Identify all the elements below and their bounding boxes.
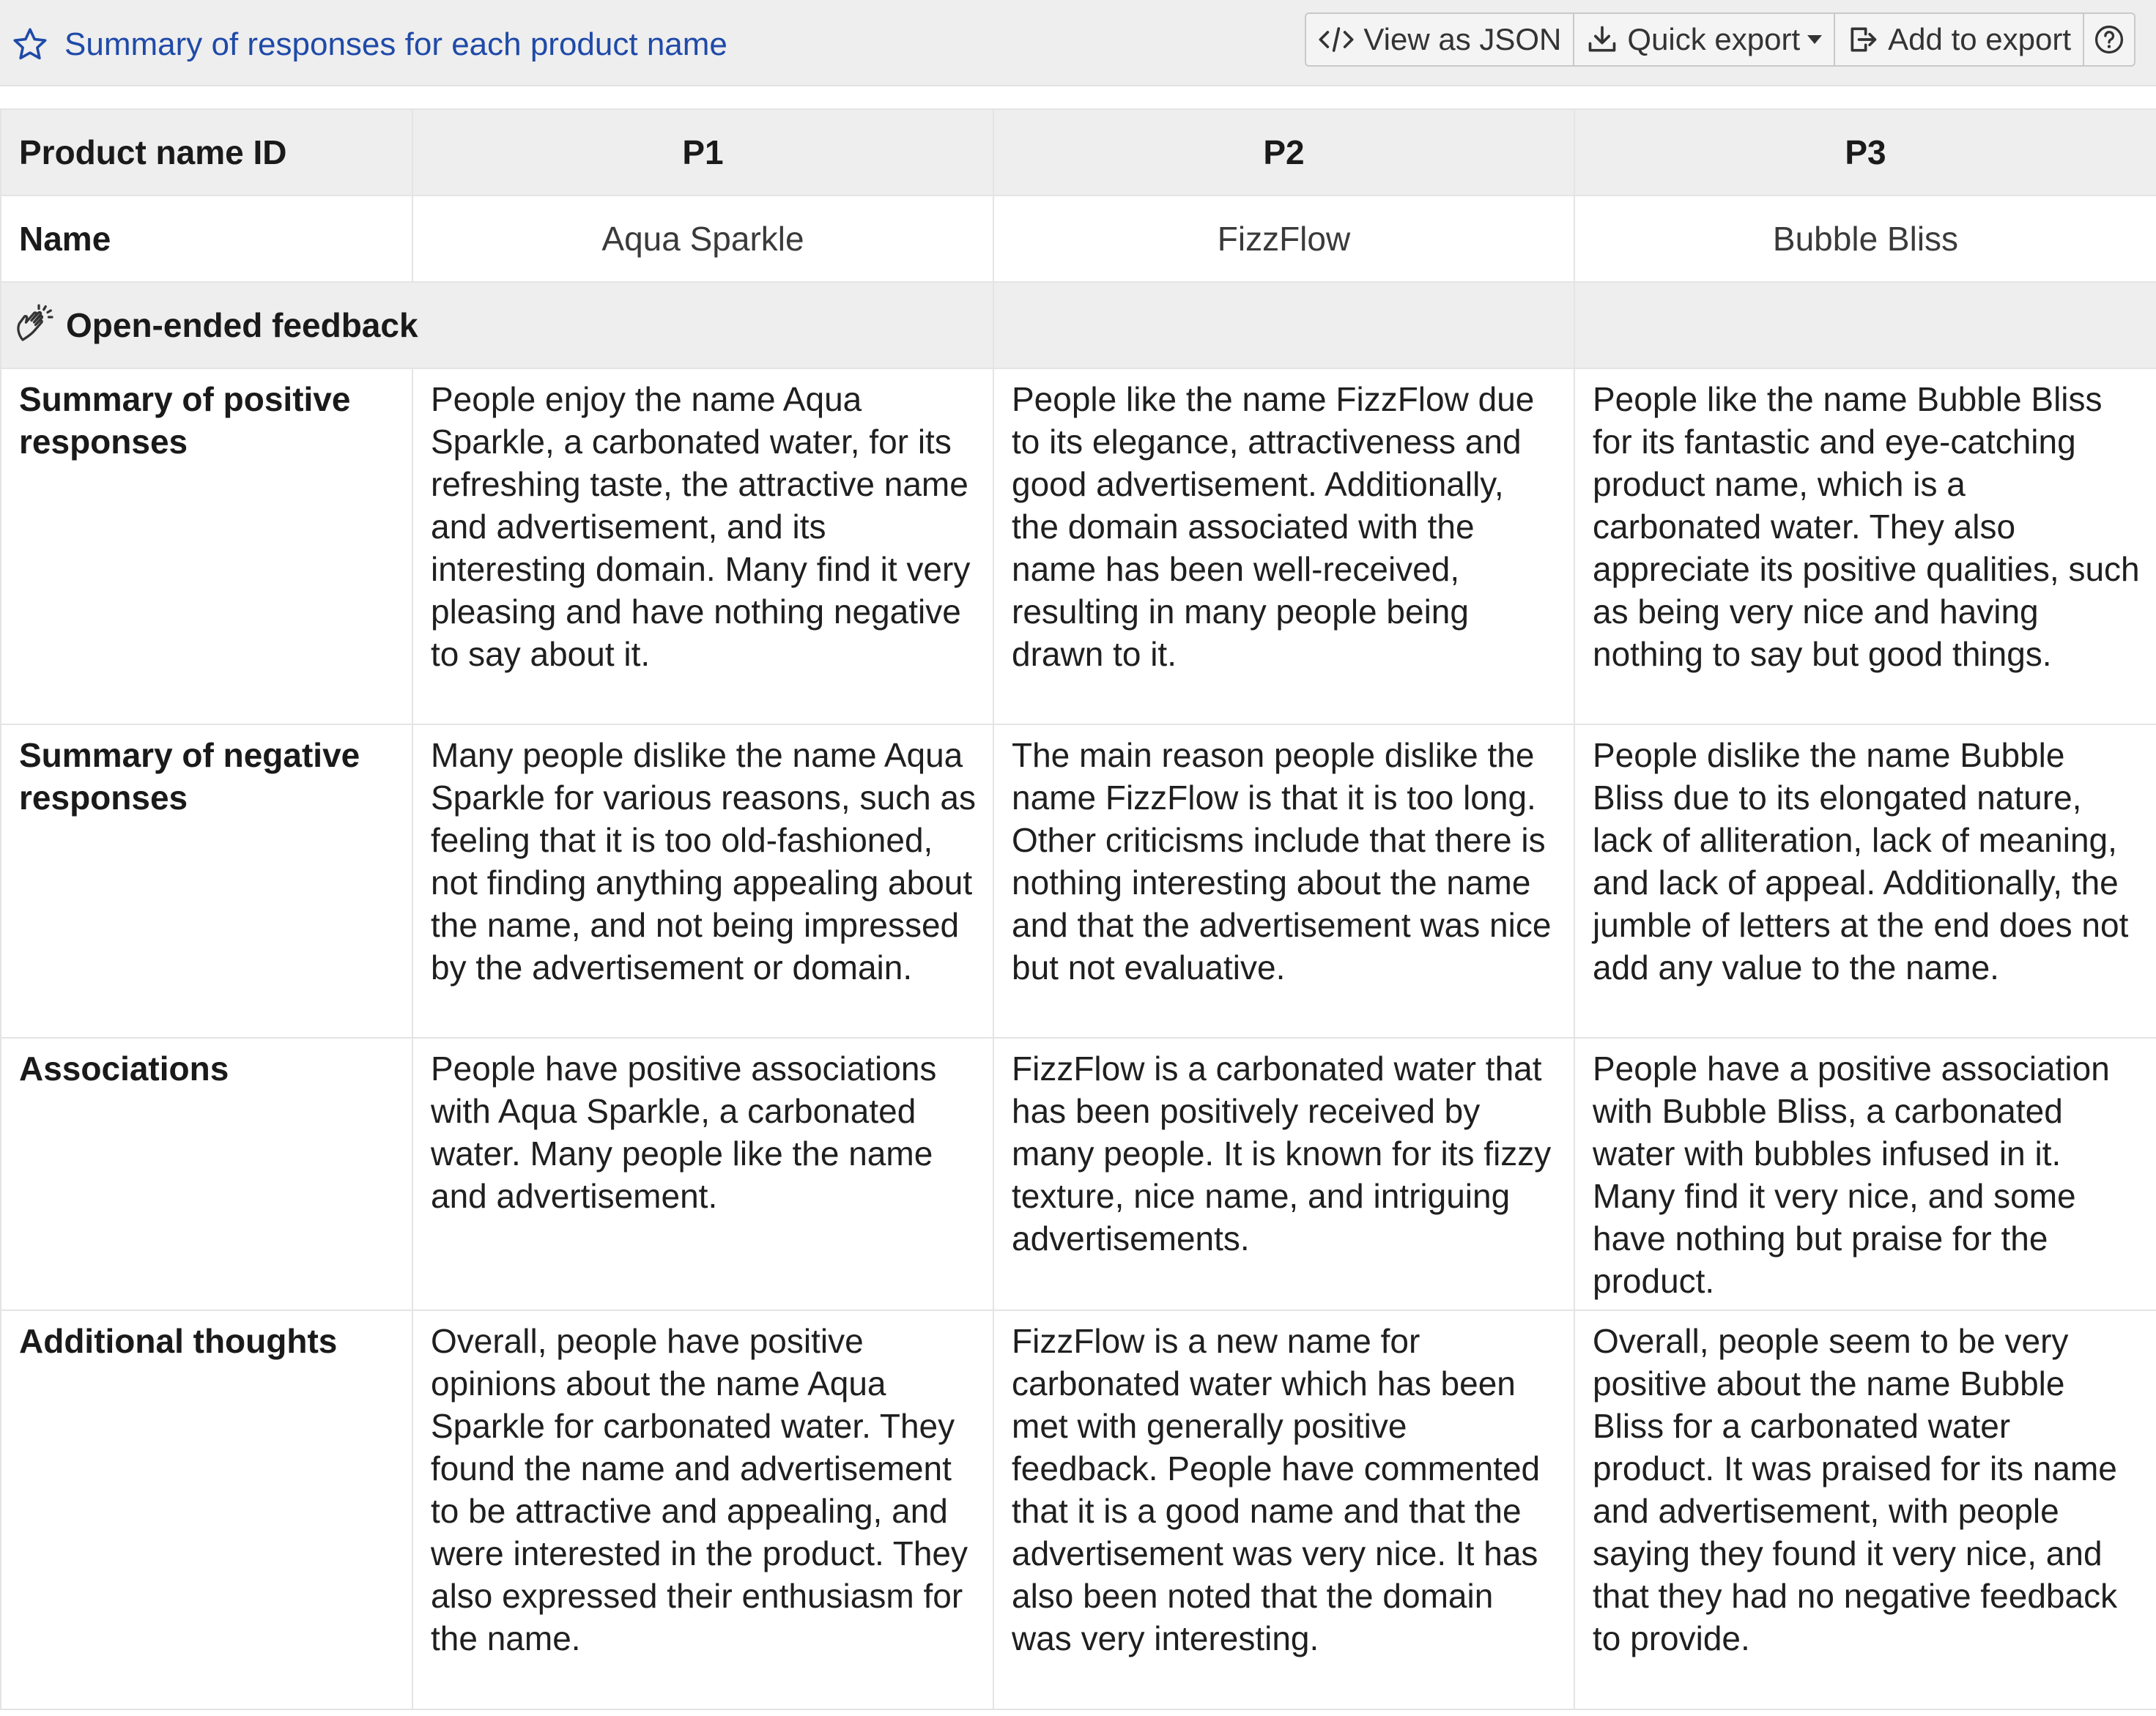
row-label-positive: Summary of positive responses: [1, 368, 412, 724]
help-button[interactable]: [2084, 14, 2134, 65]
row-label-associations: Associations: [1, 1038, 412, 1310]
cell-associations-p3: People have a positive association with Bubble Bliss, a carbonated water with bubbles infused in it. Many find it very nice, and some have nothing but praise for the product.: [1574, 1038, 2156, 1310]
section-empty-cell: [1574, 282, 2156, 368]
cell-positive-p2: People like the name FizzFlow due to its elegance, attractiveness and good advertisement. Additionally, the domain associated with the name has been well-received, resulting in many people being drawn to it.: [993, 368, 1574, 724]
toolbar: [1305, 12, 2135, 67]
column-header-p3: P3: [1574, 109, 2156, 196]
cell-associations-p2: FizzFlow is a carbonated water that has been positively received by many people. It is known for its fizzy texture, nice name, and intriguing advertisements.: [993, 1038, 1574, 1310]
section-row-open-ended-feedback: [1, 282, 2156, 368]
cell-negative-p3: People dislike the name Bubble Bliss due to its elongated nature, lack of alliteration, lack of meaning, and lack of appeal. Additionally, the jumble of letters at the end does not add any value to the name.: [1574, 724, 2156, 1038]
table-header-row: [1, 109, 2156, 196]
section-label: [1, 303, 993, 347]
section-title: Open-ended feedback: [66, 306, 418, 344]
quick-export-button[interactable]: [1574, 14, 1835, 65]
quick-export-label: Quick export: [1627, 22, 1801, 56]
product-name-p3: Bubble Bliss: [1574, 196, 2156, 282]
product-name-p1: Aqua Sparkle: [412, 196, 993, 282]
cell-associations-p1: People have positive associations with Aqua Sparkle, a carbonated water. Many people like the name and advertisement.: [412, 1038, 993, 1310]
name-row: [1, 196, 2156, 282]
export-icon: [1847, 23, 1879, 56]
star-icon[interactable]: [10, 25, 50, 64]
cell-negative-p1: Many people dislike the name Aqua Sparkle for various reasons, such as feeling that it is too old-fashioned, not finding anything appealing about the name, and not being impressed by the advertisement or domain.: [412, 724, 993, 1038]
product-name-p2: FizzFlow: [993, 196, 1574, 282]
add-to-export-button[interactable]: [1835, 14, 2084, 65]
clapping-hands-icon: [12, 303, 56, 347]
cell-additional-p2: FizzFlow is a new name for carbonated water which has been met with generally positive feedback. People have commented that it is a good name and that the advertisement was very nice. It has also been noted that the domain was very interesting.: [993, 1310, 1574, 1709]
name-row-label: Name: [1, 196, 412, 282]
cell-additional-p3: Overall, people seem to be very positive about the name Bubble Bliss for a carbonated water product. It was praised for its name and advertisement, with people saying they found it very nice, and that they had no negative feedback to provide.: [1574, 1310, 2156, 1709]
cell-positive-p1: People enjoy the name Aqua Sparkle, a carbonated water, for its refreshing taste, the attractive name and advertisement, and its interesting domain. Many find it very pleasing and have nothing negative to say about it.: [412, 368, 993, 724]
summary-table: [0, 108, 2156, 1710]
page-title: Summary of responses for each product name: [64, 26, 727, 62]
view-as-json-button[interactable]: [1306, 14, 1574, 65]
download-icon: [1586, 23, 1618, 56]
table-row: [1, 368, 2156, 724]
product-name-id-header: Product name ID: [1, 109, 412, 196]
section-empty-cell: [993, 282, 1574, 368]
row-label-additional: Additional thoughts: [1, 1310, 412, 1709]
cell-additional-p1: Overall, people have positive opinions about the name Aqua Sparkle for carbonated water. They found the name and advertisement to be attractive and appealing, and were interested in the product. They also expressed their enthusiasm for the name.: [412, 1310, 993, 1709]
table-row: [1, 1038, 2156, 1310]
title-area: [10, 22, 727, 67]
header-bar: [0, 0, 2156, 86]
code-icon: [1318, 25, 1355, 54]
cell-positive-p3: People like the name Bubble Bliss for its fantastic and eye-catching product name, which is a carbonated water. They also appreciate its positive qualities, such as being very nice and having nothing to say but good things.: [1574, 368, 2156, 724]
summary-table-container: [0, 108, 2156, 1710]
table-row: [1, 1310, 2156, 1709]
section-header-cell: [1, 282, 993, 368]
view-as-json-label: View as JSON: [1363, 22, 1562, 56]
table-row: [1, 724, 2156, 1038]
row-label-negative: Summary of negative responses: [1, 724, 412, 1038]
add-to-export-label: Add to export: [1888, 22, 2071, 56]
chevron-down-icon: [1807, 35, 1822, 44]
help-icon: [2093, 23, 2125, 56]
column-header-p1: P1: [412, 109, 993, 196]
column-header-p2: P2: [993, 109, 1574, 196]
cell-negative-p2: The main reason people dislike the name FizzFlow is that it is too long. Other criticisms include that there is nothing interesting about the name and that the advertisement was nice but not evaluative.: [993, 724, 1574, 1038]
